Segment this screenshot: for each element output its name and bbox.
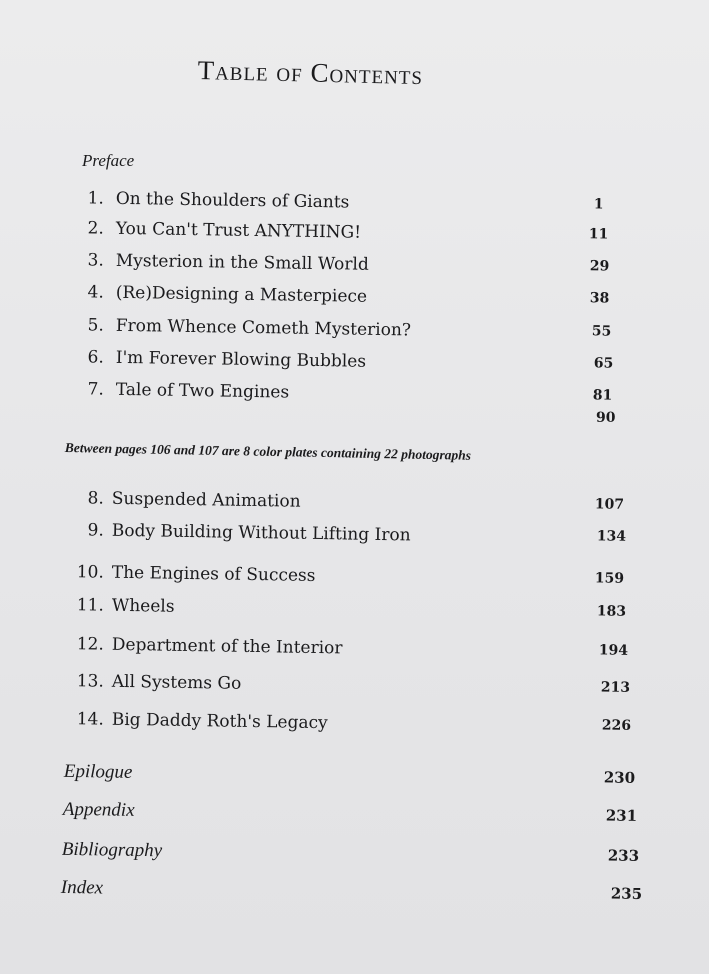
back-matter-title: Bibliography: [61, 838, 163, 862]
preface-entry: Preface: [82, 151, 135, 170]
chapter-title: The Engines of Success: [111, 562, 316, 586]
back-matter-title: Appendix: [62, 798, 135, 821]
plates-note: Between pages 106 and 107 are 8 color plates containing 22 photographs: [64, 440, 472, 463]
chapter-number: 7.: [87, 379, 104, 400]
chapter-title: I'm Forever Blowing Bubbles: [115, 347, 367, 372]
chapter-number: 14.: [76, 709, 104, 730]
chapter-title: On the Shoulders of Giants: [115, 188, 350, 213]
chapter-title: You Can't Trust ANYTHING!: [115, 218, 362, 243]
toc-entry: [0, 838, 709, 878]
chapter-number: 8.: [87, 488, 104, 509]
chapter-title: (Re)Designing a Masterpiece: [115, 282, 368, 307]
chapter-number: 13.: [76, 671, 104, 692]
chapter-title: Wheels: [111, 595, 175, 617]
chapter-page: 159: [594, 570, 625, 587]
chapter-title: Tale of Two Engines: [115, 379, 290, 403]
chapter-title: Department of the Interior: [111, 634, 343, 659]
chapter-number: 12.: [76, 634, 104, 655]
toc-entry: [0, 798, 709, 838]
chapter-page: 213: [600, 679, 631, 696]
chapter-page: 183: [596, 603, 627, 620]
chapter-title: Body Building Without Lifting Iron: [111, 520, 411, 546]
toc-entry: [0, 410, 709, 440]
back-matter-page: 231: [605, 806, 638, 825]
back-matter-title: Epilogue: [63, 760, 133, 783]
chapter-page: 194: [598, 642, 629, 659]
chapter-title: All Systems Go: [111, 671, 242, 694]
chapter-page: 38: [589, 290, 610, 307]
toc-entry: [0, 760, 709, 800]
toc-entry: [0, 876, 709, 916]
toc-entry: [0, 670, 709, 711]
chapter-page: 226: [601, 717, 632, 734]
chapter-title: From Whence Cometh Mysterion?: [115, 315, 412, 341]
chapter-number: 9.: [87, 520, 104, 541]
chapter-title: Suspended Animation: [111, 488, 301, 512]
chapter-page: 29: [589, 258, 610, 275]
chapter-number: 6.: [87, 347, 104, 368]
chapter-number: 2.: [87, 218, 104, 239]
chapter-number: 5.: [87, 315, 104, 336]
chapter-page: 90: [596, 410, 616, 426]
chapter-number: 11.: [76, 595, 104, 616]
chapter-page: 134: [596, 528, 627, 545]
back-matter-page: 230: [603, 768, 636, 787]
chapter-page: 1: [593, 196, 604, 213]
chapter-page: 65: [593, 355, 614, 372]
chapter-title: Mysterion in the Small World: [115, 250, 369, 275]
page-title: Table of Contents: [197, 55, 424, 91]
back-matter-page: 235: [610, 884, 643, 903]
chapter-number: 3.: [87, 250, 104, 271]
chapter-page: 81: [592, 387, 613, 404]
toc-entry: [0, 633, 709, 674]
chapter-page: 55: [591, 323, 612, 340]
chapter-number: 10.: [76, 562, 104, 583]
chapter-page: 11: [588, 226, 609, 243]
chapter-number: 1.: [87, 188, 104, 209]
chapter-title: Big Daddy Roth's Legacy: [111, 709, 328, 734]
chapter-number: 4.: [87, 282, 104, 303]
back-matter-title: Index: [60, 876, 104, 899]
toc-entry: [0, 708, 709, 749]
back-matter-page: 233: [607, 846, 640, 865]
chapter-page: 107: [594, 496, 625, 513]
